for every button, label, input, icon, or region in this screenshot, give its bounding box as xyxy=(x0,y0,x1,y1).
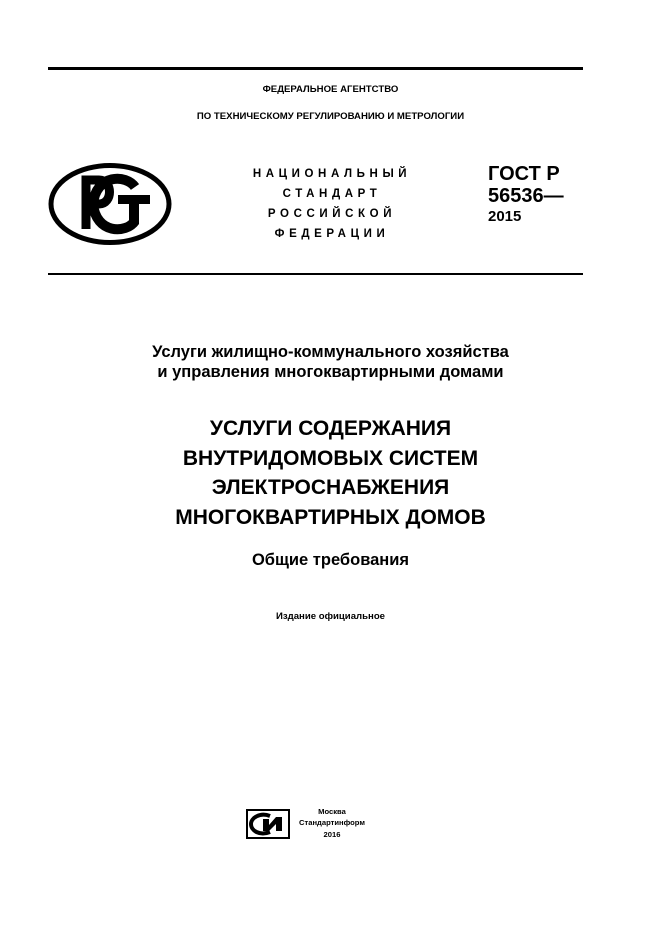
gost-year: 2015 xyxy=(488,208,522,225)
top-rule xyxy=(48,67,583,70)
subtitle-line1: Услуги жилищно-коммунального хозяйства xyxy=(152,343,509,361)
agency-name-line1: ФЕДЕРАЛЬНОЕ АГЕНТСТВО xyxy=(262,84,399,95)
standard-line: НАЦИОНАЛЬНЫЙ xyxy=(252,168,412,180)
standartinform-logo-icon xyxy=(246,809,290,844)
standard-line: РОССИЙСКОЙ xyxy=(267,208,397,220)
title-line: ВНУТРИДОМОВЫХ СИСТЕМ xyxy=(182,446,479,470)
title-line: МНОГОКВАРТИРНЫХ ДОМОВ xyxy=(175,505,486,529)
standard-line: ФЕДЕРАЦИИ xyxy=(274,228,390,240)
gost-number: 56536— xyxy=(488,185,564,207)
document-title xyxy=(0,414,661,532)
national-standard-heading xyxy=(232,164,432,244)
agency-name-line2: ПО ТЕХНИЧЕСКОМУ РЕГУЛИРОВАНИЮ И МЕТРОЛОГИИ xyxy=(196,111,465,122)
rst-logo-icon xyxy=(48,163,172,250)
document-subtitle xyxy=(0,342,661,382)
gost-code: ГОСТ Р xyxy=(488,163,560,185)
middle-rule xyxy=(48,273,583,275)
publisher-year: 2016 xyxy=(323,829,341,839)
title-line: УСЛУГИ СОДЕРЖАНИЯ xyxy=(209,417,452,440)
edition-label: Издание официальное xyxy=(275,611,386,622)
publisher-imprint xyxy=(294,806,370,840)
publisher-name: Стандартинформ xyxy=(299,818,365,828)
subtitle-line2: и управления многоквартирными домами xyxy=(157,363,504,381)
publisher-city: Москва xyxy=(318,807,346,816)
general-requirements-heading: Общие требования xyxy=(251,551,410,569)
standard-line: СТАНДАРТ xyxy=(282,188,382,200)
title-line: ЭЛЕКТРОСНАБЖЕНИЯ xyxy=(211,476,450,499)
gost-designation xyxy=(488,163,564,227)
